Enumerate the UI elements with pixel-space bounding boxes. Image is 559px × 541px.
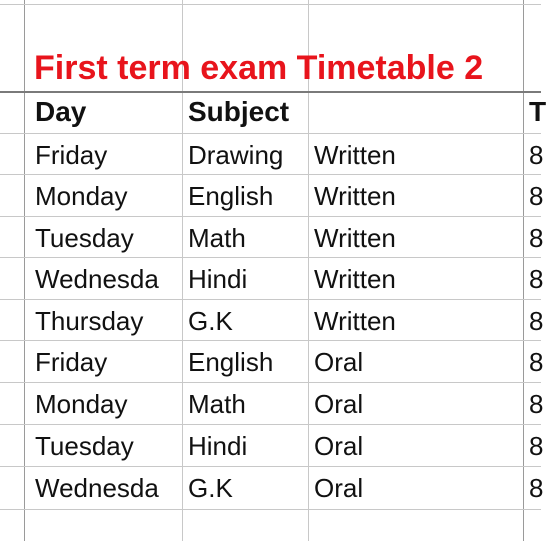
cell-time[interactable]: 8 bbox=[529, 181, 544, 211]
cell-day[interactable]: Tuesday bbox=[35, 431, 134, 461]
cell-type[interactable]: Written bbox=[314, 306, 396, 336]
cell-day[interactable]: Friday bbox=[35, 347, 108, 377]
row-border bbox=[0, 299, 541, 300]
cell-time[interactable]: 8 bbox=[529, 473, 544, 503]
cell-day[interactable]: Friday bbox=[35, 140, 108, 170]
cell-type[interactable]: Oral bbox=[314, 431, 364, 461]
cell-type[interactable]: Written bbox=[314, 181, 396, 211]
row-border bbox=[0, 382, 541, 383]
cell-type[interactable]: Oral bbox=[314, 473, 364, 503]
cell-subject[interactable]: Math bbox=[188, 223, 246, 253]
cell-time[interactable]: 8 bbox=[529, 389, 544, 419]
sheet-title[interactable]: First term exam Timetable 2 bbox=[34, 49, 484, 87]
cell-type[interactable]: Written bbox=[314, 140, 396, 170]
cell-time[interactable]: 8 bbox=[529, 431, 544, 461]
cell-day[interactable]: Thursday bbox=[35, 306, 144, 336]
column-border bbox=[24, 0, 25, 541]
cell-type[interactable]: Written bbox=[314, 223, 396, 253]
cell-subject[interactable]: G.K bbox=[188, 306, 233, 336]
cell-type[interactable]: Written bbox=[314, 264, 396, 294]
row-border bbox=[0, 466, 541, 467]
cell-time[interactable]: 8 bbox=[529, 306, 544, 336]
cell-type[interactable]: Oral bbox=[314, 347, 364, 377]
cell-day[interactable]: Monday bbox=[35, 181, 128, 211]
cell-type[interactable]: Oral bbox=[314, 389, 364, 419]
header-subject[interactable]: Subject bbox=[188, 96, 290, 127]
row-border bbox=[0, 424, 541, 425]
cell-time[interactable]: 8 bbox=[529, 264, 544, 294]
cell-day[interactable]: Monday bbox=[35, 389, 128, 419]
cell-time[interactable]: 8 bbox=[529, 223, 544, 253]
cell-day[interactable]: Wednesda bbox=[35, 264, 159, 294]
cell-time[interactable]: 8 bbox=[529, 140, 544, 170]
row-border bbox=[0, 4, 541, 5]
cell-subject[interactable]: English bbox=[188, 347, 274, 377]
cell-day[interactable]: Wednesda bbox=[35, 473, 159, 503]
cell-day[interactable]: Tuesday bbox=[35, 223, 134, 253]
cell-subject[interactable]: Drawing bbox=[188, 140, 284, 170]
row-border bbox=[0, 216, 541, 217]
cell-subject[interactable]: English bbox=[188, 181, 274, 211]
cell-subject[interactable]: G.K bbox=[188, 473, 233, 503]
cell-subject[interactable]: Hindi bbox=[188, 431, 248, 461]
cell-time[interactable]: 8 bbox=[529, 347, 544, 377]
cell-subject[interactable]: Hindi bbox=[188, 264, 248, 294]
row-border bbox=[0, 509, 541, 510]
header-day[interactable]: Day bbox=[35, 96, 87, 127]
header-time[interactable]: T bbox=[529, 96, 547, 127]
column-border bbox=[523, 0, 524, 541]
row-border bbox=[0, 133, 541, 134]
cell-subject[interactable]: Math bbox=[188, 389, 246, 419]
